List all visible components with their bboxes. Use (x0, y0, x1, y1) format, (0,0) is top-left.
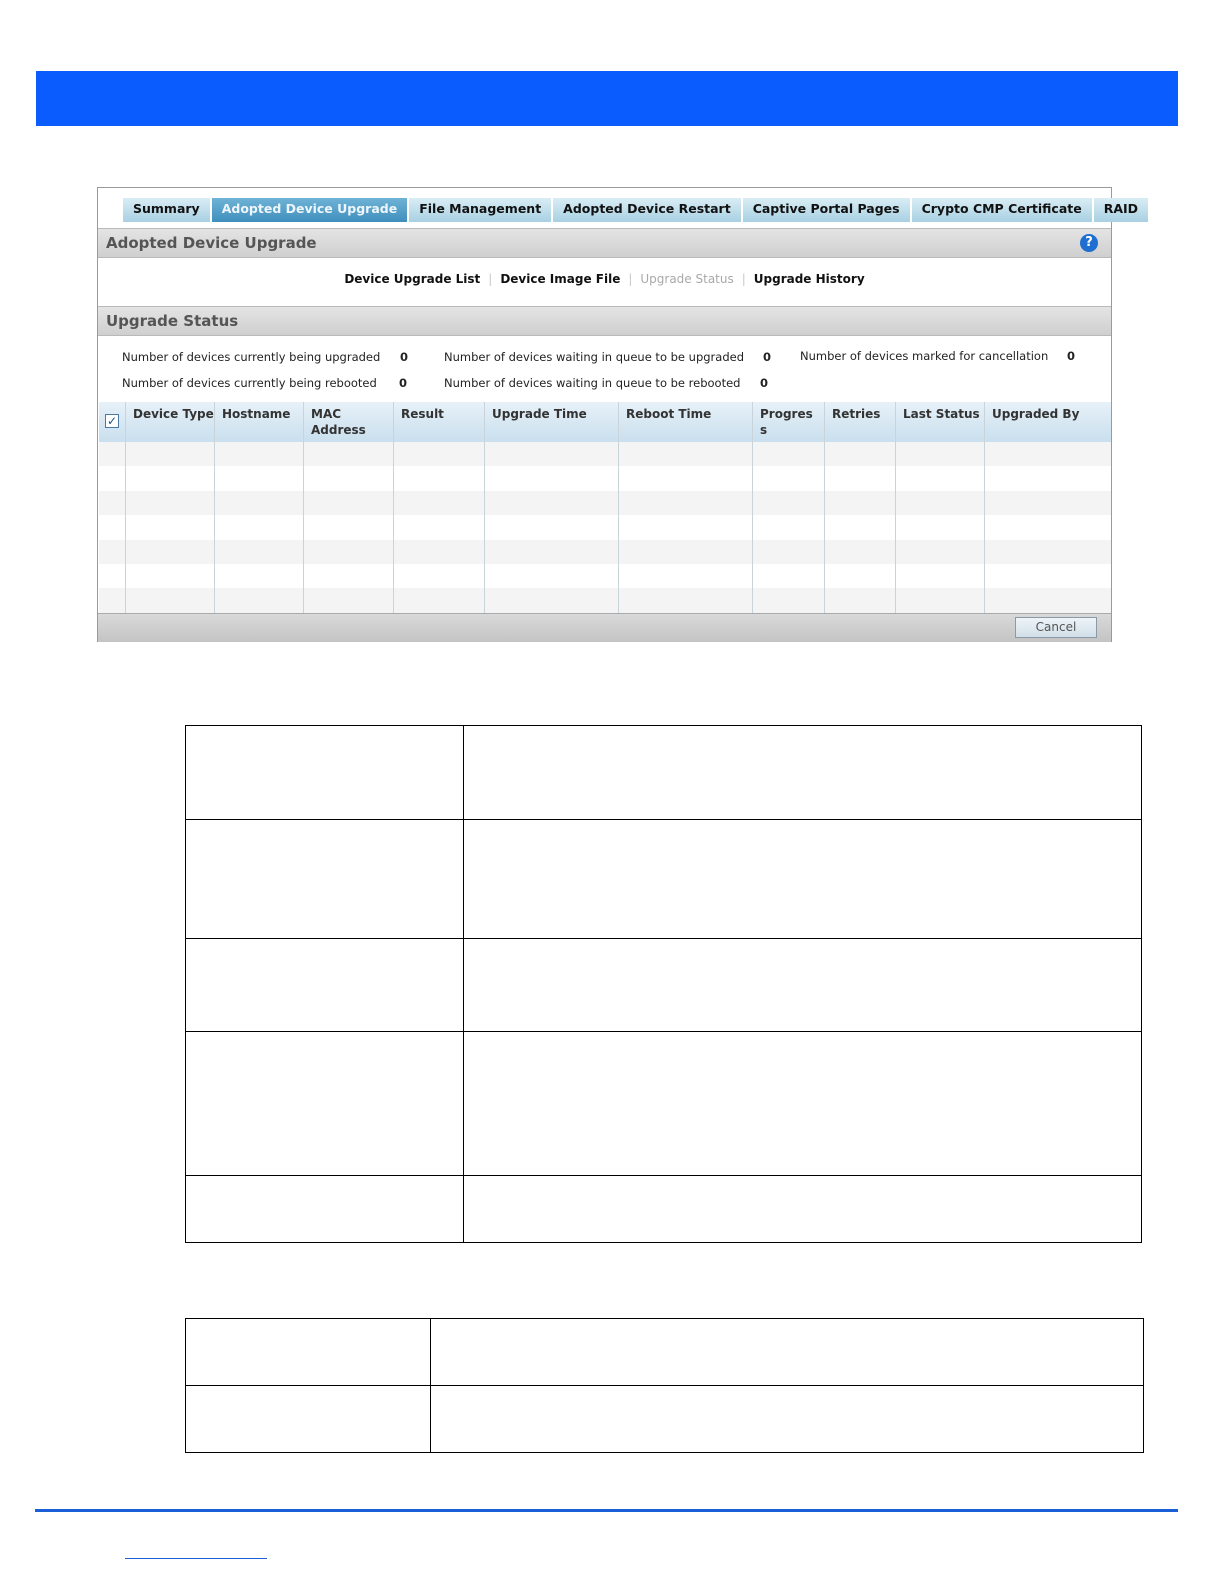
stat-marked-cancel-label: Number of devices marked for cancellation (800, 349, 1049, 363)
tab-captive-portal-pages[interactable]: Captive Portal Pages (743, 198, 912, 222)
column-header-upgraded-by[interactable]: Upgraded By (992, 407, 1080, 421)
stat-being-rebooted-value: 0 (399, 376, 408, 390)
column-header-mac-line2: Address (311, 423, 366, 437)
description-table-2 (185, 1318, 1144, 1453)
panel-title: Adopted Device Upgrade (106, 234, 317, 252)
panel-footer (98, 613, 1111, 642)
column-header-retries[interactable]: Retries (832, 407, 881, 421)
table-cell (464, 939, 1142, 1032)
tab-adopted-device-restart[interactable]: Adopted Device Restart (553, 198, 743, 222)
table-cell (431, 1319, 1144, 1386)
section-title: Upgrade Status (106, 312, 239, 330)
column-header-upgrade-time[interactable]: Upgrade Time (492, 407, 587, 421)
table-cell (186, 820, 464, 939)
table-cell (186, 1032, 464, 1176)
cancel-button[interactable]: Cancel (1015, 617, 1097, 638)
column-header-progress-line1: Progres (760, 407, 813, 421)
stat-waiting-upgrade-value: 0 (763, 350, 772, 364)
upgrade-subnav (98, 272, 1111, 286)
table-cell (464, 1176, 1142, 1243)
subnav-separator: | (488, 272, 493, 286)
stat-waiting-reboot-label: Number of devices waiting in queue to be rebooted (444, 376, 741, 390)
select-all-checkbox[interactable]: ✓ (106, 414, 118, 428)
stat-waiting-upgrade-label: Number of devices waiting in queue to be upgraded (444, 350, 744, 364)
tab-adopted-device-upgrade[interactable]: Adopted Device Upgrade (212, 198, 410, 222)
column-reboot-time (618, 402, 752, 613)
footer-link-underline[interactable] (125, 1558, 267, 1559)
adopted-device-upgrade-panel (97, 187, 1139, 642)
table-cell (464, 726, 1142, 820)
stat-being-upgraded-label: Number of devices currently being upgraded (122, 350, 381, 364)
footer-rule (35, 1509, 1178, 1512)
header-banner (36, 71, 1178, 126)
subnav-upgrade-history[interactable]: Upgrade History (753, 272, 865, 286)
stat-waiting-reboot-value: 0 (760, 376, 769, 390)
question-mark-icon[interactable]: ? (1080, 234, 1098, 252)
table-cell (431, 1386, 1144, 1453)
column-progress (752, 402, 824, 613)
table-cell (186, 1319, 431, 1386)
subnav-device-upgrade-list[interactable]: Device Upgrade List (344, 272, 481, 286)
column-result (393, 402, 484, 613)
column-header-mac-address[interactable] (311, 406, 366, 438)
description-table-1 (185, 725, 1142, 1243)
table-cell (464, 1032, 1142, 1176)
column-header-result[interactable]: Result (401, 407, 444, 421)
column-retries (824, 402, 895, 613)
table-cell (464, 820, 1142, 939)
column-header-hostname[interactable]: Hostname (222, 407, 291, 421)
column-hostname (214, 402, 303, 613)
tab-file-management[interactable]: File Management (409, 198, 553, 222)
column-header-device-type[interactable]: Device Type (133, 407, 214, 421)
subnav-separator: | (628, 272, 633, 286)
column-header-mac-line1: MAC (311, 407, 342, 421)
column-header-progress[interactable] (760, 406, 813, 438)
column-device-type (125, 402, 214, 613)
panel-title-bar (98, 228, 1111, 258)
table-cell (186, 939, 464, 1032)
column-upgraded-by (984, 402, 1111, 613)
tab-raid[interactable]: RAID (1094, 198, 1150, 222)
subnav-separator: | (741, 272, 746, 286)
column-mac-address (303, 402, 393, 613)
column-header-progress-line2: s (760, 423, 768, 437)
table-cell (186, 726, 464, 820)
section-title-bar (98, 306, 1111, 336)
stat-marked-cancel-value: 0 (1067, 349, 1076, 363)
subnav-upgrade-status: Upgrade Status (640, 272, 734, 286)
column-header-reboot-time[interactable]: Reboot Time (626, 407, 712, 421)
tab-summary[interactable]: Summary (123, 198, 212, 222)
column-upgrade-time (484, 402, 618, 613)
select-column (99, 402, 125, 613)
stat-being-upgraded-value: 0 (400, 350, 409, 364)
table-cell (186, 1176, 464, 1243)
upgrade-status-grid (99, 402, 1111, 613)
table-cell (186, 1386, 431, 1453)
tab-bar (123, 198, 1150, 222)
subnav-device-image-file[interactable]: Device Image File (500, 272, 621, 286)
column-last-status (895, 402, 984, 613)
stat-being-rebooted-label: Number of devices currently being rebooted (122, 376, 377, 390)
tab-crypto-cmp-certificate[interactable]: Crypto CMP Certificate (912, 198, 1094, 222)
column-header-last-status[interactable]: Last Status (903, 407, 980, 421)
